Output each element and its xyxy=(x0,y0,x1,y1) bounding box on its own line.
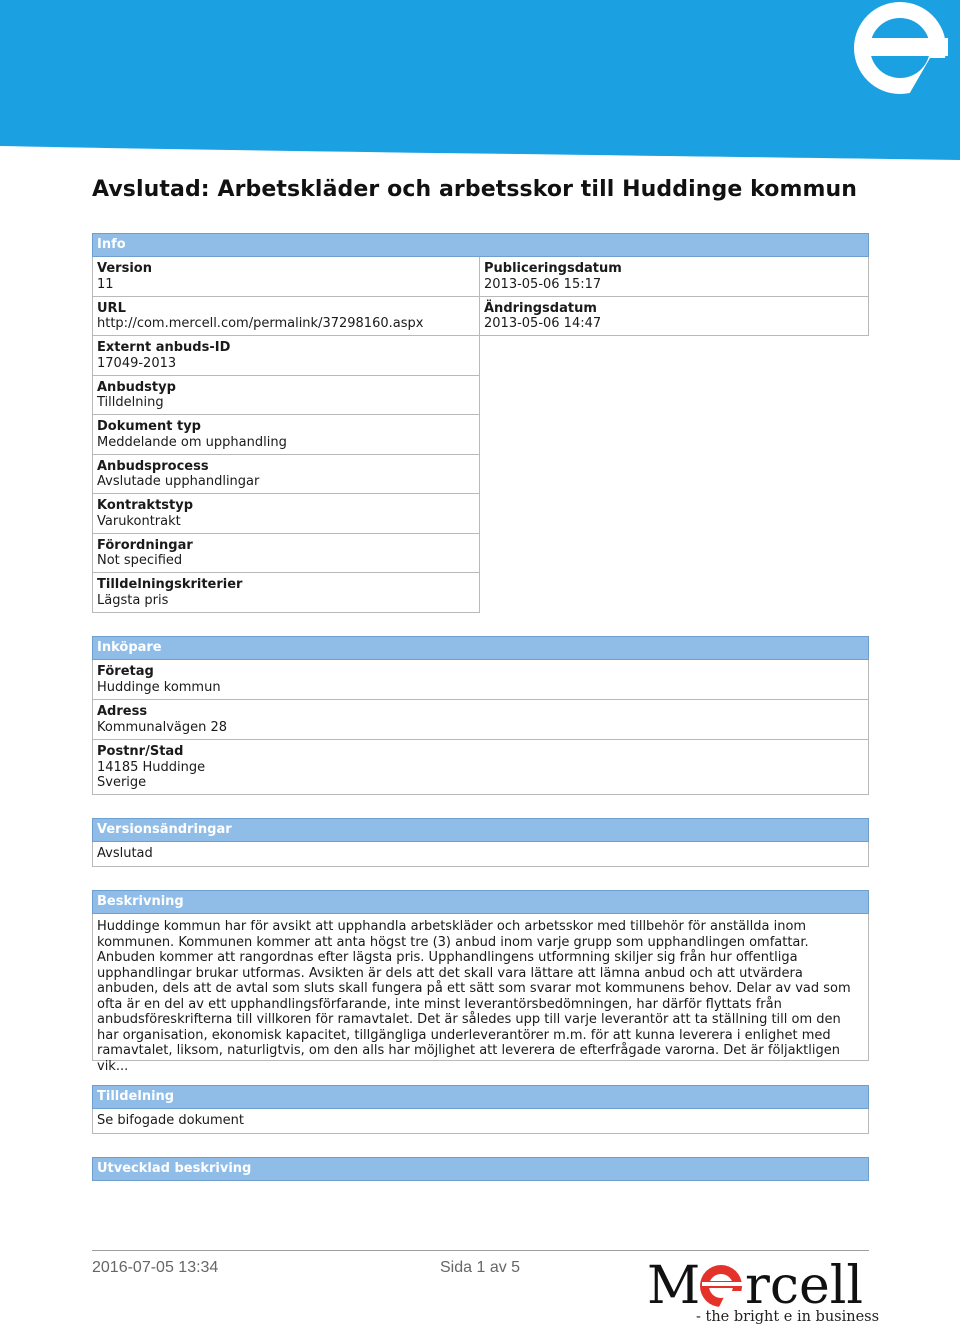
info-field-modified-date xyxy=(480,297,869,337)
info-right-column xyxy=(480,257,869,613)
field-label: Adress xyxy=(97,704,148,719)
buyer-field-address xyxy=(92,700,869,740)
award-header: Tilldelning xyxy=(92,1085,869,1109)
versions-section xyxy=(92,818,869,867)
field-label: Publiceringsdatum xyxy=(484,261,622,276)
field-value: 14185 Huddinge xyxy=(97,759,206,775)
field-label: Postnr/Stad xyxy=(97,744,184,759)
buyer-field-company xyxy=(92,660,869,700)
field-value: Varukontrakt xyxy=(97,513,181,529)
field-label: Förordningar xyxy=(97,537,193,553)
field-value: Not specified xyxy=(97,553,183,568)
buyer-section xyxy=(92,636,869,795)
info-field-tender-process xyxy=(92,455,480,495)
info-field-regulations xyxy=(92,534,480,574)
info-field-document-type xyxy=(92,415,480,455)
extended-section xyxy=(92,1157,869,1181)
svg-text:rcell: rcell xyxy=(745,1256,864,1316)
info-field-version xyxy=(92,257,480,297)
field-label: URL xyxy=(97,300,126,316)
field-value: Huddinge kommun xyxy=(97,679,221,695)
info-field-external-id xyxy=(92,336,480,376)
page-footer xyxy=(92,1250,880,1325)
header-band-graphic xyxy=(0,0,960,160)
extended-header: Utvecklad beskriving xyxy=(92,1157,869,1181)
field-value: Avslutade upphandlingar xyxy=(97,474,260,489)
field-value: Tilldelning xyxy=(97,395,164,410)
field-value: 2013-05-06 15:17 xyxy=(484,276,602,292)
info-field-publish-date xyxy=(480,257,869,297)
buyer-field-postal xyxy=(92,740,869,795)
footer-timestamp: 2016-07-05 13:34 xyxy=(92,1259,219,1276)
info-field-url xyxy=(92,297,480,337)
field-label: Externt anbuds-ID xyxy=(97,340,231,355)
info-grid xyxy=(92,257,869,613)
field-label: Anbudsprocess xyxy=(97,458,209,474)
svg-text:M: M xyxy=(647,1256,701,1316)
header-band xyxy=(0,0,960,160)
info-left-column xyxy=(92,257,480,613)
field-value: 11 xyxy=(97,276,114,292)
url-link[interactable]: http://com.mercell.com/permalink/37298160.aspx xyxy=(97,316,424,331)
field-label: Kontraktstyp xyxy=(97,498,194,513)
field-label: Företag xyxy=(97,664,154,679)
info-section xyxy=(92,233,869,613)
award-section xyxy=(92,1085,869,1134)
field-label: Tilldelningskriterier xyxy=(97,577,243,592)
footer-page-number: Sida 1 av 5 xyxy=(440,1259,521,1276)
page-title: Avslutad: Arbetskläder och arbetsskor till Huddinge kommun xyxy=(92,177,858,202)
field-label: Anbudstyp xyxy=(97,379,176,395)
field-value: Meddelande om upphandling xyxy=(97,434,287,450)
description-header: Beskrivning xyxy=(92,890,869,914)
buyer-header: Inköpare xyxy=(92,636,869,660)
info-field-contract-type xyxy=(92,494,480,534)
field-label: Version xyxy=(97,261,152,276)
field-value-country: Sverige xyxy=(97,775,147,790)
footer-tagline: - the bright e in business xyxy=(696,1309,880,1325)
logo-e-mark-icon xyxy=(700,1265,743,1311)
award-value: Se bifogade dokument xyxy=(92,1109,869,1134)
description-text: Huddinge kommun har för avsikt att upphandla arbetskläder och arbetsskor med tillbehör för anställda inom kommunen. Kommunen kommer att anta högst tre (3) anbud inom varje grupp som upphandlingen omfattar. Anbuden kommer att rangordnas efter lägsta pris. Upphandlingens utformning skiljer sig från hur offentliga upphandlingar brukar utformas. Avsikten är dels att det skall vara lättare att lämna anbud och att utvärdera anbuden, dels att de avtal som sluts skall fungera på ett sätt som svarar mot kommunens behov. Delar av vad som ofta är en del av ett upphandlingsförfarande, inte minst leverantörsbedömningen, har därför flyttats från anbudsföreskrifterna till villkoren för ramavtalet. Det är således upp till varje leverantör att ta ställning till om den har organisation, ekonomisk kapacitet, tillgängliga underleverantörer m.m. för att kunna leverera i enlighet med ramavtalet, liksom, naturligtvis, om den alls har möjlighet att leverera de efterfrågade varorna. Det är följaktligen vik... xyxy=(92,914,869,1061)
field-label: Dokument typ xyxy=(97,419,201,434)
field-value: Lägsta pris xyxy=(97,592,169,608)
field-label: Ändringsdatum xyxy=(484,300,597,316)
info-field-award-criteria xyxy=(92,573,480,613)
field-value: 2013-05-06 14:47 xyxy=(484,316,602,331)
versions-header: Versionsändringar xyxy=(92,818,869,842)
versions-value: Avslutad xyxy=(92,842,869,867)
field-value: 17049-2013 xyxy=(97,355,177,371)
info-header: Info xyxy=(92,233,869,257)
field-value: Kommunalvägen 28 xyxy=(97,719,228,735)
info-field-tender-type xyxy=(92,376,480,416)
description-section xyxy=(92,890,869,1074)
